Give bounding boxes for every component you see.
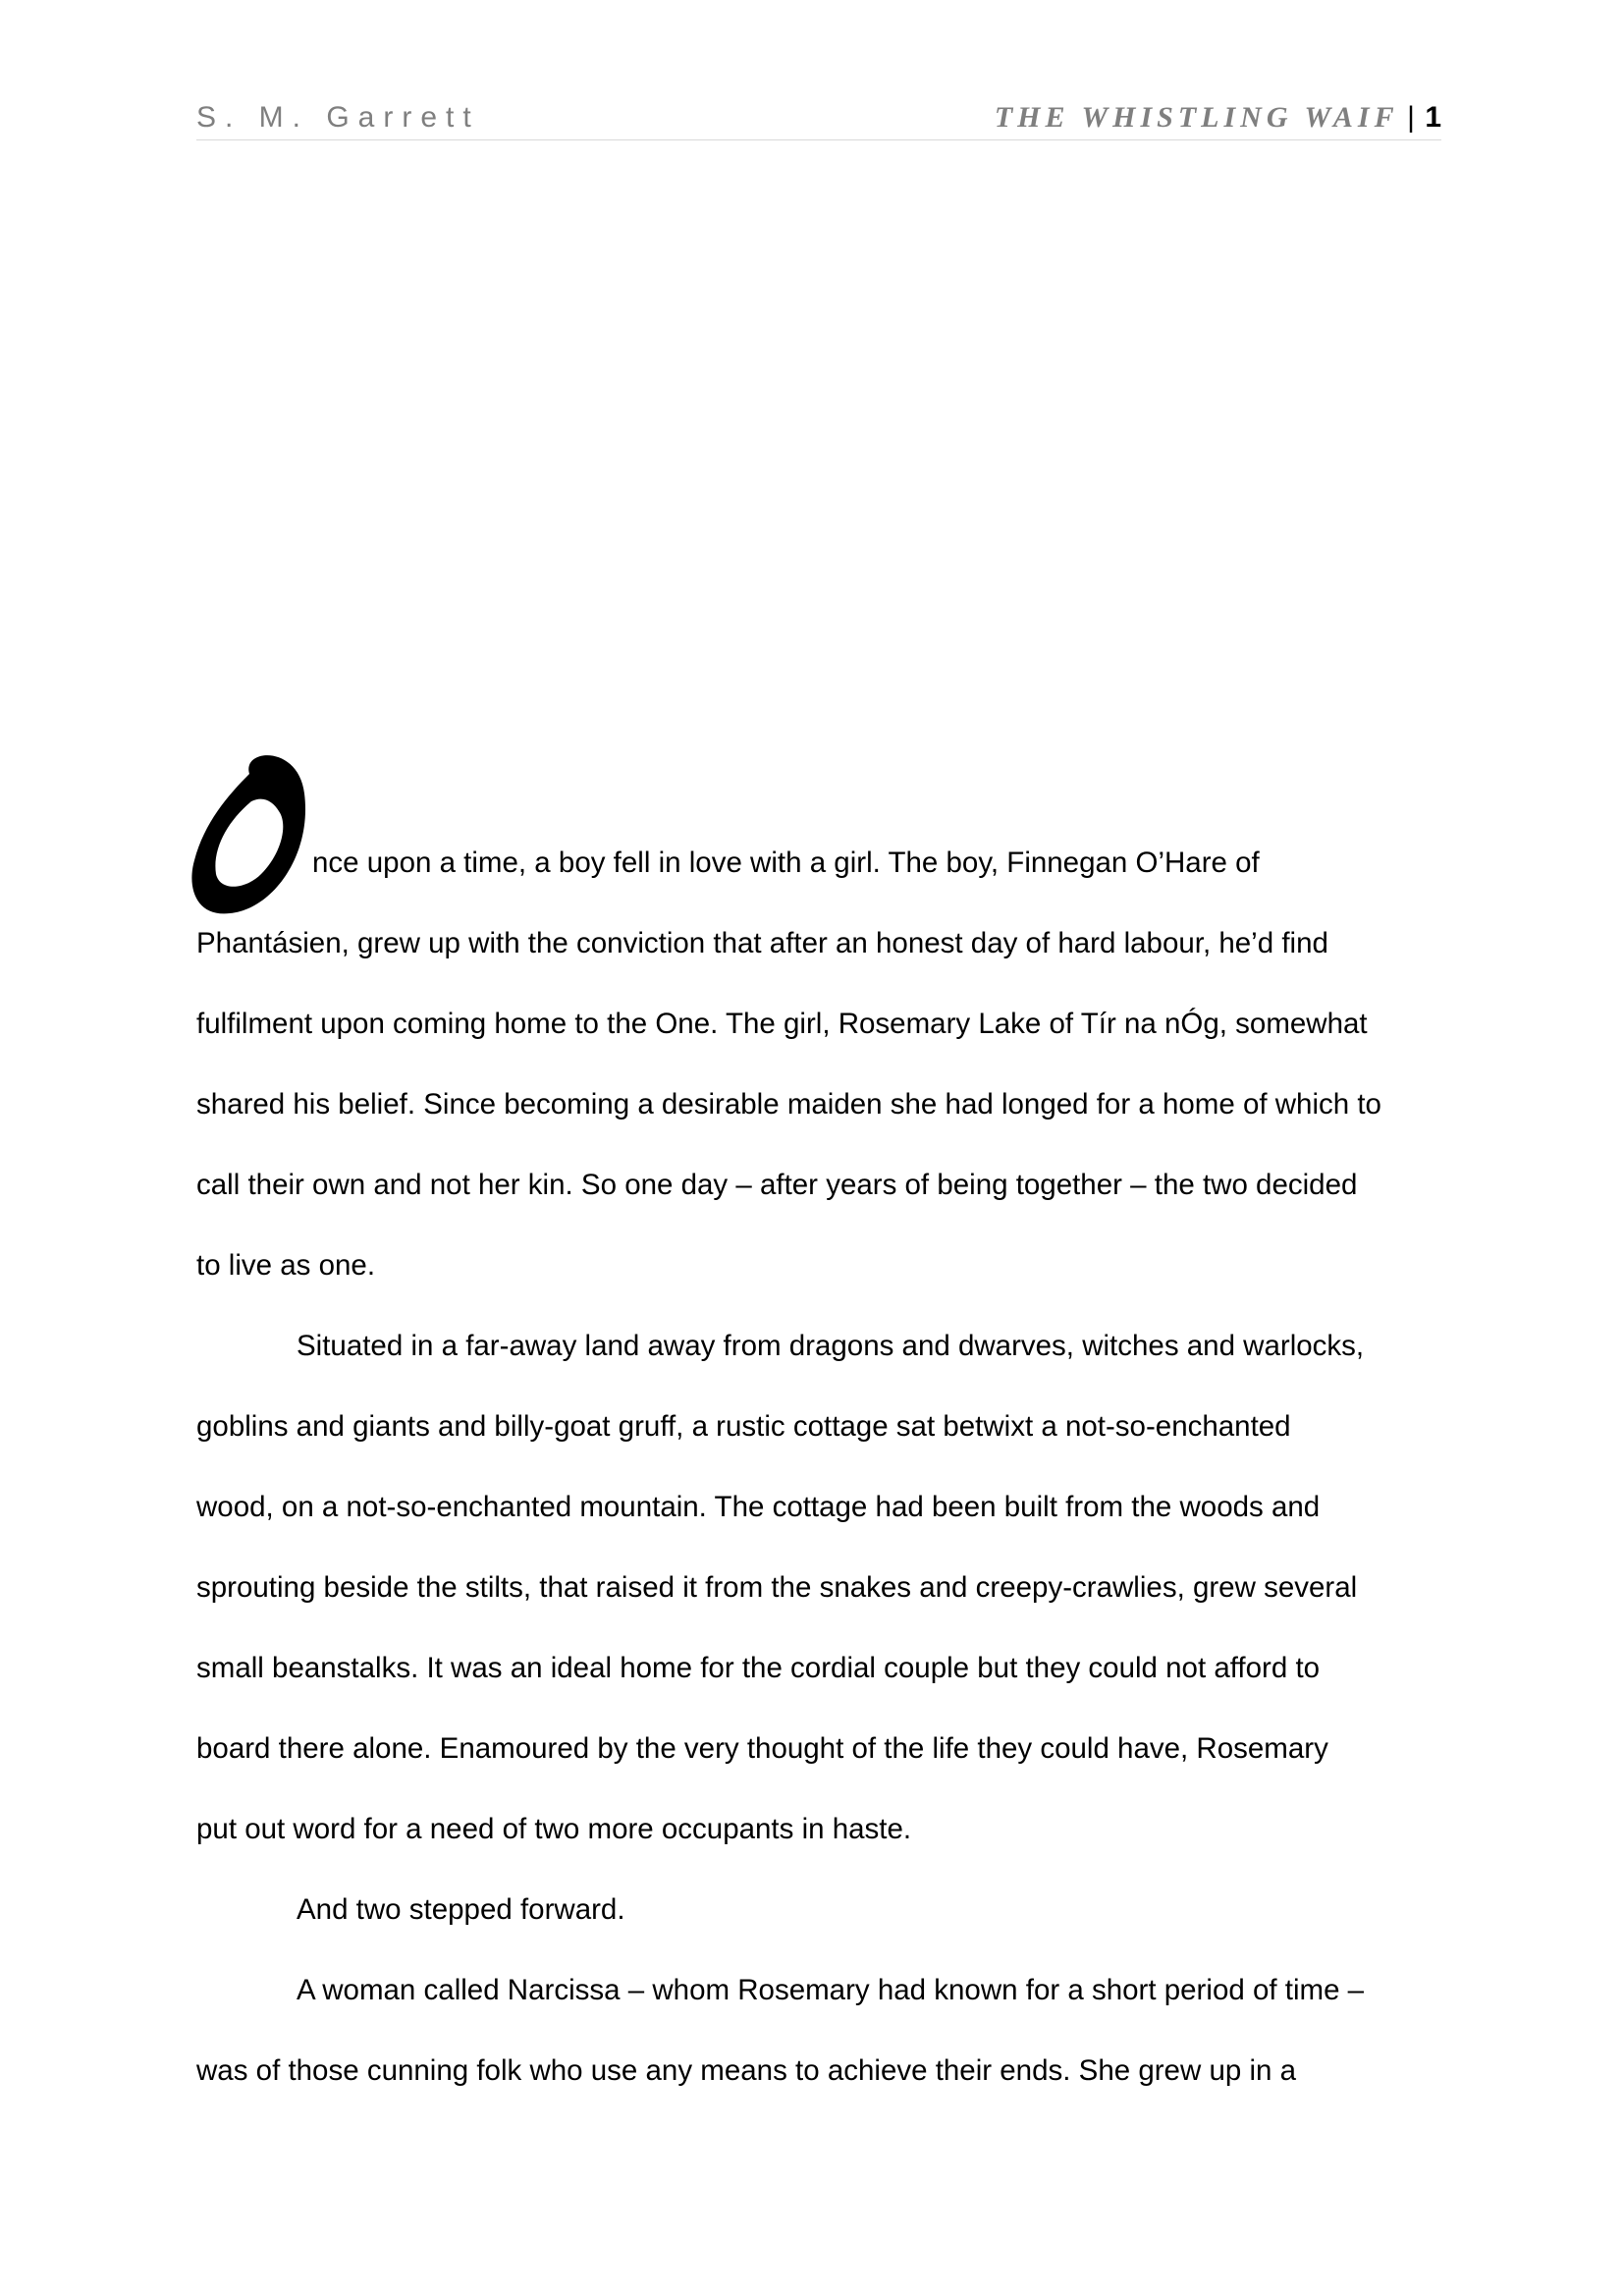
paragraph-line: And two stepped forward. [297, 1893, 625, 1926]
header-right [995, 96, 1441, 144]
paragraph-line: A woman called Narcissa – whom Rosemary had known for a short period of time – [297, 1974, 1365, 2006]
header-separator: | [1407, 101, 1415, 134]
page-header [196, 96, 1441, 140]
page-number: 1 [1425, 101, 1441, 134]
paragraph-line: fulfilment upon coming home to the One. The girl, Rosemary Lake of Tír na nÓg, somewhat [196, 1008, 1368, 1040]
paragraph-line: small beanstalks. It was an ideal home for the cordial couple but they could not afford to [196, 1652, 1321, 1684]
paragraph-line: wood, on a not-so-enchanted mountain. The cottage had been built from the woods and [196, 1491, 1321, 1523]
story-text [196, 823, 1441, 2111]
paragraph-line: Situated in a far-away land away from dragons and dwarves, witches and warlocks, [297, 1330, 1365, 1362]
paragraph-line: Phantásien, grew up with the conviction that after an honest day of hard labour, he’d find [196, 927, 1328, 959]
paragraph-line: goblins and giants and billy-goat gruff, a rustic cottage sat betwixt a not-so-enchanted [196, 1410, 1291, 1443]
paragraph-line: board there alone. Enamoured by the very thought of the life they could have, Rosemary [196, 1732, 1328, 1765]
paragraph-line: call their own and not her kin. So one day – after years of being together – the two decided [196, 1169, 1358, 1201]
paragraph-line: to live as one. [196, 1249, 376, 1282]
paragraph-line: nce upon a time, a boy fell in love with a girl. The boy, Finnegan O’Hare of [312, 847, 1260, 879]
paragraph-line: shared his belief. Since becoming a desirable maiden she had longed for a home of which to [196, 1088, 1381, 1121]
paragraph-line: put out word for a need of two more occupants in haste. [196, 1813, 912, 1845]
book-title: THE WHISTLING WAIF [994, 101, 1399, 134]
author-name: S. M. Garrett [196, 101, 480, 134]
paragraph-line: was of those cunning folk who use any means to achieve their ends. She grew up in a [196, 2054, 1297, 2087]
paragraph-line: sprouting beside the stilts, that raised it from the snakes and creepy-crawlies, grew several [196, 1571, 1358, 1604]
